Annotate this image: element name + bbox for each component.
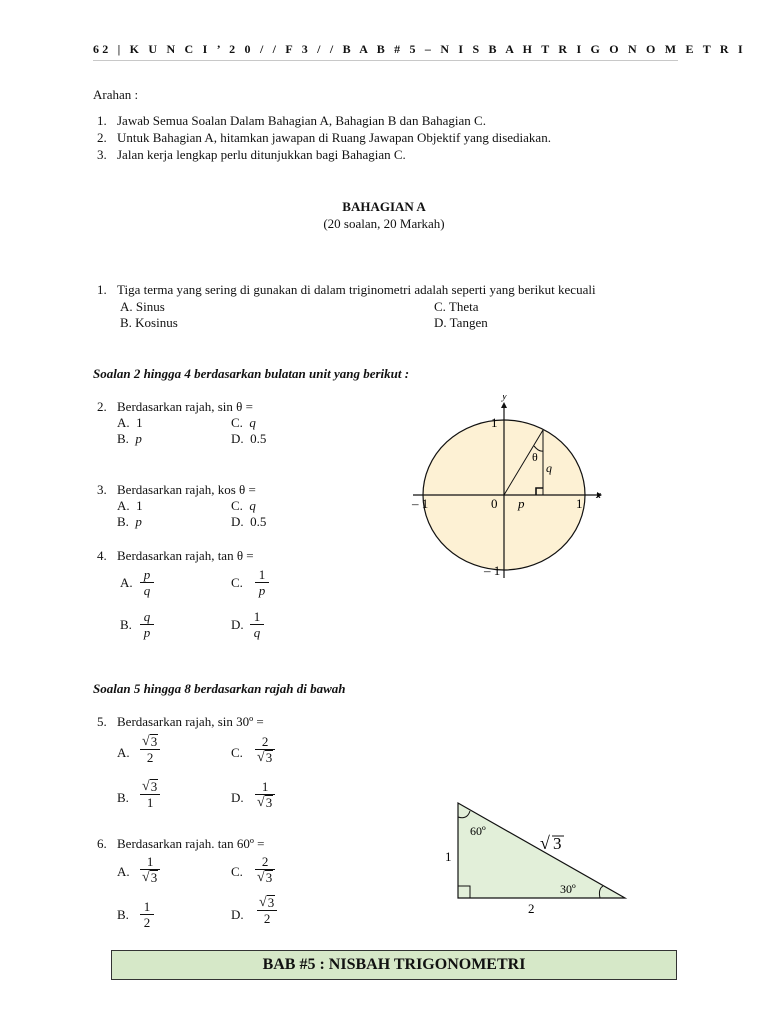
q2-option-c bbox=[231, 415, 256, 431]
q3-option-a-value: 1 bbox=[136, 498, 143, 513]
question-2 bbox=[97, 399, 253, 415]
arahan-item-3-text: Jalan kerja lengkap perlu ditunjukkan bagi Bahagian C. bbox=[117, 147, 406, 162]
q5-option-d-label: D. bbox=[231, 790, 244, 805]
label-origin-zero: 0 bbox=[491, 496, 498, 511]
q6-option-c-label: C. bbox=[231, 864, 243, 879]
q6-option-a-fraction bbox=[140, 854, 160, 885]
q2-option-b-label: B. bbox=[117, 431, 129, 446]
q3-option-b bbox=[117, 514, 142, 530]
q6-option-b-fraction bbox=[140, 899, 154, 930]
q1-option-a: A. Sinus bbox=[120, 299, 165, 314]
q2-option-d-label: D. bbox=[231, 431, 244, 446]
q6-b-numerator: 1 bbox=[143, 899, 151, 914]
q2-option-a-label: A. bbox=[117, 415, 130, 430]
q3-option-d bbox=[231, 514, 266, 530]
q6-option-d-fraction bbox=[257, 895, 277, 926]
page-header: 62 | K U N C I ’ 2 0 / / F 3 / / B A B # 5 – N I S B A H T R I G O N O M E T R I bbox=[93, 42, 746, 56]
section-title: BAHAGIAN A bbox=[342, 199, 426, 214]
q5-option-a-fraction bbox=[140, 734, 160, 765]
q4-option-c-fraction bbox=[255, 567, 269, 598]
q4-d-denominator: q bbox=[253, 625, 261, 640]
q2-option-b bbox=[117, 431, 142, 447]
unit-circle-diagram bbox=[405, 395, 610, 580]
q6-option-c-fraction bbox=[255, 854, 275, 885]
q5-b-denominator: 1 bbox=[146, 795, 154, 810]
intro-questions-5-8: Soalan 5 hingga 8 berdasarkan rajah di bawah bbox=[93, 681, 346, 696]
section-subtitle: (20 soalan, 20 Markah) bbox=[323, 216, 445, 231]
q3-option-d-label: D. bbox=[231, 514, 244, 529]
question-3-num: 3. bbox=[97, 482, 107, 497]
q6-d-numerator: √ 3 bbox=[259, 895, 275, 910]
q5-c-numerator: 2 bbox=[261, 734, 269, 749]
label-angle-30: 30º bbox=[560, 882, 576, 896]
q1-option-c: C. Theta bbox=[434, 299, 479, 314]
question-4-num: 4. bbox=[97, 548, 107, 563]
question-6-num: 6. bbox=[97, 836, 107, 851]
label-angle-60: 60º bbox=[470, 824, 486, 838]
q4-c-denominator: p bbox=[258, 583, 266, 598]
q3-option-b-label: B. bbox=[117, 514, 129, 529]
question-5-num: 5. bbox=[97, 714, 107, 729]
q5-option-d-fraction bbox=[255, 779, 275, 810]
q2-option-d-value: 0.5 bbox=[250, 431, 267, 446]
q6-option-b-label: B. bbox=[117, 907, 129, 922]
arahan-item-2-num: 2. bbox=[97, 130, 107, 145]
q2-option-c-label: C. bbox=[231, 415, 243, 430]
arahan-item-2-text: Untuk Bahagian A, hitamkan jawapan di Ruang Jawapan Objektif yang disediakan. bbox=[117, 130, 551, 145]
question-5 bbox=[97, 714, 264, 730]
q4-a-numerator: p bbox=[143, 567, 151, 582]
q2-option-a bbox=[117, 415, 143, 431]
question-1-text: Tiga terma yang sering di gunakan di dalam triginometri adalah seperti yang berikut kecuali bbox=[117, 282, 596, 297]
question-6 bbox=[97, 836, 264, 852]
label-hypotenuse-root-icon: √ bbox=[540, 833, 550, 853]
question-3-text: Berdasarkan rajah, kos θ = bbox=[117, 482, 256, 497]
question-1 bbox=[97, 282, 596, 298]
q5-option-a-label: A. bbox=[117, 745, 130, 760]
label-one-top: 1 bbox=[491, 415, 498, 430]
q4-option-a-label: A. bbox=[120, 575, 133, 590]
y-axis-arrow-icon bbox=[501, 402, 507, 408]
x-axis-label: x bbox=[596, 489, 601, 501]
q2-option-a-value: 1 bbox=[136, 415, 143, 430]
q6-option-d-label: D. bbox=[231, 907, 244, 922]
right-triangle-diagram bbox=[440, 795, 640, 920]
y-axis-label: y bbox=[502, 395, 507, 402]
q3-option-c-label: C. bbox=[231, 498, 243, 513]
q6-c-denominator: √ 3 bbox=[257, 870, 273, 885]
label-base-2: 2 bbox=[528, 901, 535, 916]
header-rule bbox=[93, 60, 678, 61]
q2-option-d bbox=[231, 431, 266, 447]
label-neg-one-left: – 1 bbox=[412, 496, 429, 511]
label-theta: θ bbox=[532, 450, 538, 464]
q5-option-b-label: B. bbox=[117, 790, 129, 805]
q5-c-denominator: √ 3 bbox=[257, 750, 273, 765]
question-2-num: 2. bbox=[97, 399, 107, 414]
question-1-num: 1. bbox=[97, 282, 107, 297]
q4-a-denominator: q bbox=[143, 583, 151, 598]
q5-a-numerator: √ 3 bbox=[142, 734, 158, 749]
question-6-text: Berdasarkan rajah. tan 60º = bbox=[117, 836, 265, 851]
intro-questions-2-4: Soalan 2 hingga 4 berdasarkan bulatan unit yang berikut : bbox=[93, 366, 410, 381]
label-hypotenuse: 3 bbox=[553, 834, 562, 853]
footer-banner: BAB #5 : NISBAH TRIGONOMETRI bbox=[111, 950, 677, 980]
q5-option-c-label: C. bbox=[231, 745, 243, 760]
label-q: q bbox=[546, 461, 552, 475]
q6-c-numerator: 2 bbox=[261, 854, 269, 869]
q2-option-b-value: p bbox=[135, 431, 142, 446]
arahan-title: Arahan : bbox=[93, 87, 139, 102]
label-p: p bbox=[518, 496, 525, 511]
q4-option-b-fraction bbox=[140, 609, 154, 640]
q4-option-d-fraction bbox=[250, 609, 264, 640]
label-one-right: 1 bbox=[576, 496, 583, 511]
q6-d-denominator: 2 bbox=[263, 911, 271, 926]
q4-option-b-label: B. bbox=[120, 617, 132, 632]
question-4-text: Berdasarkan rajah, tan θ = bbox=[117, 548, 254, 563]
q1-option-d: D. Tangen bbox=[434, 315, 488, 330]
q1-option-b: B. Kosinus bbox=[120, 315, 178, 330]
arahan-item-2 bbox=[97, 130, 551, 146]
q5-b-numerator: √ 3 bbox=[142, 779, 158, 794]
arahan-item-3 bbox=[97, 147, 406, 163]
q4-c-numerator: 1 bbox=[258, 567, 266, 582]
q5-option-b-fraction bbox=[140, 779, 160, 810]
arahan-item-3-num: 3. bbox=[97, 147, 107, 162]
q3-option-a-label: A. bbox=[117, 498, 130, 513]
arahan-item-1-text: Jawab Semua Soalan Dalam Bahagian A, Bahagian B dan Bahagian C. bbox=[117, 113, 486, 128]
q4-b-numerator: q bbox=[143, 609, 151, 624]
q3-option-c bbox=[231, 498, 256, 514]
q4-option-d-label: D. bbox=[231, 617, 244, 632]
q3-option-a bbox=[117, 498, 143, 514]
q6-option-a-label: A. bbox=[117, 864, 130, 879]
q3-option-b-value: p bbox=[135, 514, 142, 529]
q3-option-d-value: 0.5 bbox=[250, 514, 267, 529]
q4-option-c-label: C. bbox=[231, 575, 243, 590]
q6-b-denominator: 2 bbox=[143, 915, 151, 930]
q4-option-a-fraction bbox=[140, 567, 154, 598]
arahan-item-1-num: 1. bbox=[97, 113, 107, 128]
q4-d-numerator: 1 bbox=[253, 609, 261, 624]
q6-a-numerator: 1 bbox=[146, 854, 154, 869]
label-side-1: 1 bbox=[445, 849, 452, 864]
label-neg-one-bottom: – 1 bbox=[484, 563, 501, 578]
q2-option-c-value: q bbox=[249, 415, 256, 430]
q3-option-c-value: q bbox=[249, 498, 256, 513]
question-2-text: Berdasarkan rajah, sin θ = bbox=[117, 399, 253, 414]
q4-b-denominator: p bbox=[143, 625, 151, 640]
q5-d-denominator: √ 3 bbox=[257, 795, 273, 810]
q5-option-c-fraction bbox=[255, 734, 275, 765]
arahan-item-1 bbox=[97, 113, 486, 129]
question-4 bbox=[97, 548, 254, 564]
q5-a-denominator: 2 bbox=[146, 750, 154, 765]
q6-a-denominator: √ 3 bbox=[142, 870, 158, 885]
question-3 bbox=[97, 482, 256, 498]
q5-d-numerator: 1 bbox=[261, 779, 269, 794]
question-5-text: Berdasarkan rajah, sin 30º = bbox=[117, 714, 264, 729]
